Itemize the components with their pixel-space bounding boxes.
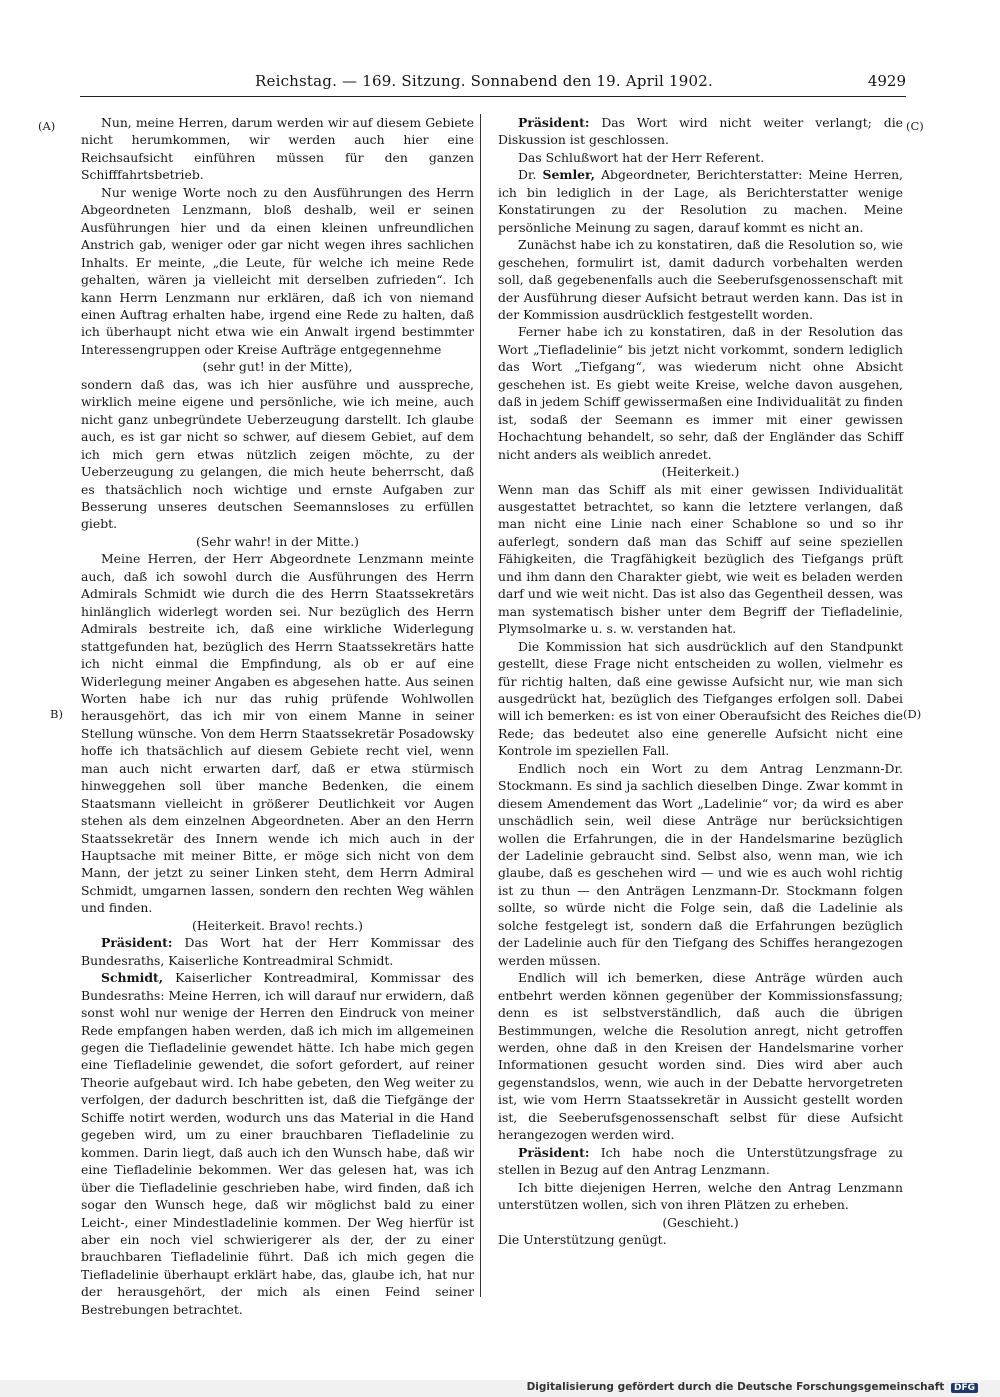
paragraph: Endlich will ich bemerken, diese Anträge würden auch entbehrt werden können gegenüber der Kommissionsfassung; denn es ist selbstverständlich, daß auch die übrigen Bestimmungen, welche die Resolution anregt, nicht getroffen werden, ohne daß in den Kreisen der Handelsmarine vorher Informationen gesucht worden sind. Dies wird aber auch gegenstandslos, wenn, wie auch in der Debatte hervorgetreten ist, wie vom Herrn Staatssekretär in Aussicht gestellt worden ist, die Seeberufsgenossenschaft selbst für diese Aufsicht herangezogen werden wird. [498, 970, 903, 1143]
margin-marker-d: (D) [903, 707, 922, 721]
speech-paragraph [81, 934, 474, 969]
speaker-name: Präsident: [518, 1144, 590, 1160]
paragraph: Zunächst habe ich zu konstatiren, daß die Resolution so, wie geschehen, formulirt ist, damit dadurch vorbehalten werden soll, daß gegebenenfalls auch die Seeberufsgenossenschaft mit der Ausführung dieser Aufsicht betraut werden kann. Das ist in der Kommission ausdrücklich festgestellt worden. [498, 237, 903, 322]
speaker-name: Präsident: [518, 115, 590, 130]
speaker-name: Präsident: [101, 935, 173, 951]
speech-paragraph [498, 1144, 903, 1179]
speech-paragraph [498, 114, 903, 149]
speech-text: Abgeordneter, Berichterstatter: Meine Herren, ich bin lediglich in der Lage, als Berichterstatter wenige Konstatirungen zu der Resolution zu machen. Meine persönliche Meinung zu sagen, darauf kommt es nicht an. [498, 167, 903, 235]
interjection: (Heiterkeit. Bravo! rechts.) [192, 917, 363, 933]
interjection: (Sehr wahr! in der Mitte.) [195, 533, 360, 549]
speaker-name: Schmidt, [101, 970, 164, 986]
right-column [498, 114, 903, 1248]
left-column [81, 114, 474, 1318]
footer-credit-text: Digitalisierung gefördert durch die Deutsche Forschungsgemeinschaft [526, 1381, 945, 1393]
paragraph: Die Kommission hat sich ausdrücklich auf den Standpunkt gestellt, diese Frage nicht entscheiden zu wollen, vielmehr es für richtig halten, daß eine gewisse Aufsicht nur, wie man sich ausgedrückt hat, bezüglich des Tiefganges erfolgen soll. Dabei will ich bemerken: es ist von einer Oberaufsicht des Reiches die Rede; das bedeutet also eine generelle Aufsicht nicht eine Kontrole im speziellen Fall. [498, 638, 903, 759]
margin-marker-a: (A) [38, 119, 56, 133]
paragraph: Nun, meine Herren, darum werden wir auf diesem Gebiete nicht herumkommen, wir werden auch hier eine Reichsaufsicht einführen müssen für den ganzen Schifffahrtsbetrieb. [81, 115, 474, 183]
interjection: (Heiterkeit.) [661, 464, 740, 480]
paragraph: sondern daß das, was ich hier ausführe und ausspreche, wirklich meine eigene und persönliche, wie ich meine, auch nicht ganz unbegründete Ueberzeugung darstellt. Ich glaube auch, es ist gar nicht so schwer, auf diesem Gebiet, auf dem ich mich gern etwas nützlich zeigen möchte, zu der Ueberzeugung zu gelangen, die mich heute beherrscht, daß es thatsächlich noch wichtige und ernste Aufgaben zur Besserung unseres deutschen Seemannsloses zu erfüllen giebt. [81, 376, 474, 532]
speaker-title: Dr. [518, 167, 543, 183]
paragraph: Meine Herren, der Herr Abgeordnete Lenzmann meinte auch, daß ich sowohl durch die Ausführungen des Herrn Admirals Schmidt wie durch die des Herrn Staatssekretärs hinlänglich widerlegt worden sei. Nur bezüglich des Herrn Admirals bestreite ich, daß eine wirkliche Widerlegung stattgefunden hat, bezüglich des Herrn Staatssekretärs hatte ich nicht einmal die Empfindung, als ob er auf eine Widerlegung meiner Angaben es abgesehen hatte. Aus seinen Worten habe ich nur das ruhig prüfende Wohlwollen herausgehört, das ich mir von einem Manne in seiner Stellung wünsche. Von dem Herrn Staatssekretär Posadowsky hoffe ich thatsächlich auf diesem Gebiete recht viel, wenn man auch nicht erwarten darf, daß er etwa stürmisch hinweggehen soll über manche Bedenken, die einem Staatsmann vielleicht in größerer Deutlichkeit vor Augen stehen als dem einzelnen Abgeordneten. Aber an den Herrn Staatssekretär des Innern wende ich mich auch in der Hauptsache mit meiner Bitte, er möge sich nicht von dem Mann, der jetzt zu seiner Linken steht, dem Herrn Admiral Schmidt, umgarnen lassen, sondern den rechten Weg wählen und finden. [81, 551, 474, 916]
speech-text: Ich habe noch die Unterstützungsfrage zu stellen in Bezug auf den Antrag Lenzmann. [498, 1144, 903, 1178]
dfg-logo: DFG [951, 1383, 978, 1393]
page-number: 4929 [867, 72, 906, 90]
speech-text: Das Wort hat der Herr Kommissar des Bundesraths, Kaiserliche Kontreadmiral Schmidt. [81, 935, 474, 968]
footer-credit [527, 1381, 978, 1393]
margin-marker-c: (C) [906, 119, 924, 133]
paragraph: Ich bitte diejenigen Herren, welche den Antrag Lenzmann unterstützen wollen, sich von ihren Plätzen zu erheben. [498, 1179, 903, 1213]
interjection: (sehr gut! in der Mitte), [202, 359, 353, 375]
speaker-name: Semler, [542, 167, 595, 183]
paragraph: Ferner habe ich zu konstatiren, daß in der Resolution das Wort „Tiefladelinie“ bis jetzt nicht vorkommt, sondern lediglich das Wort „Tiefgang“, was wiederum nicht ohne Absicht geschehen ist. Es giebt weite Kreise, welche davon ausgehen, daß in jedem Schiff gewissermaßen eine Individualität zu finden ist, sodaß der Seemann es immer mit einer gewissen Hochachtung behandelt, so sehr, daß der Engländer das Schiff nicht anders als weiblich anredet. [498, 324, 903, 462]
margin-marker-b: B) [50, 707, 63, 721]
paragraph: Nur wenige Worte noch zu den Ausführungen des Herrn Abgeordneten Lenzmann, bloß deshalb, weil er seinen Ausführungen hier und da einen kleinen unfreundlichen Anstrich gab, weniger oder gar nicht wegen ihres sachlichen Inhalts. Er meinte, „die Leute, für welche ich meine Rede gehalten, wären ja vielleicht mit derselben zufrieden“. Ich kann Herrn Lenzmann nur erklären, daß ich von niemand einen Auftrag erhalten habe, irgend eine Rede zu halten, daß ich überhaupt nicht etwa wie ein Anwalt irgend bestimmter Interessengruppen oder Kreise Aufträge entgegennehme [81, 184, 474, 357]
speech-text: Das Wort wird nicht weiter verlangt; die Diskussion ist geschlossen. [498, 115, 903, 148]
speech-paragraph [498, 166, 903, 236]
speech-paragraph [81, 969, 474, 1318]
paragraph: Endlich noch ein Wort zu dem Antrag Lenzmann-Dr. Stockmann. Es sind ja sachlich dieselben Dinge. Zwar kommt in diesem Amendement das Wort „Ladelinie“ vor; da wird es aber unschädlich sein, weil diese Anträge nur berücksichtigen wollen die Erfahrungen, die in der Handelsmarine bezüglich der Ladelinie gebraucht sind. Selbst also, wenn man, wie ich glaube, daß es geschehen wird — und wie es auch wohl richtig ist zu thun — den Anträgen Lenzmann-Dr. Stockmann folgen sollte, so würde nicht die Folge sein, daß die Ladelinie als solche festgelegt ist, sondern daß die Erfahrungen bezüglich der Ladelinie auch für den Tiefgang des Schiffes herangezogen werden müssen. [498, 760, 903, 968]
interjection: (Geschieht.) [662, 1214, 739, 1230]
running-header [80, 72, 906, 97]
column-divider [480, 114, 481, 1297]
paragraph: Wenn man das Schiff als mit einer gewissen Individualität ausgestattet betrachtet, so kann die letztere verlangen, daß man nicht eine Linie nach einer Schablone so und so ihr auferlegt, sondern daß man das Schiff auf seine speziellen Fähigkeiten, die Tragfähigkeit bezüglich des Tiefgangs prüft und ihm dann den Charakter giebt, wie weit es beladen werden darf und wie weit nicht. Das ist also das Gegentheil dessen, was man systematisch bisher unter dem Begriff der Tiefladelinie, Plymsolmarke u. s. w. verstanden hat. [498, 481, 903, 637]
paragraph: Die Unterstützung genügt. [498, 1232, 667, 1247]
paragraph: Das Schlußwort hat der Herr Referent. [518, 149, 765, 165]
header-title: Reichstag. — 169. Sitzung. Sonnabend den 19. April 1902. [255, 72, 713, 90]
speech-text: Kaiserlicher Kontreadmiral, Kommissar des Bundesraths: Meine Herren, ich will darauf nur erwidern, daß sonst wohl nur wenige der Herren den Eindruck von meiner Rede empfangen haben werden, daß ich mich im allgemeinen gegen die Tiefladelinie gewendet hätte. Ich habe mich gegen eine Tiefladelinie gewendet, die sofort gefordert, auf reiner Theorie aufgebaut wird. Ich habe gebeten, den Weg weiter zu verfolgen, der dadurch beschritten ist, daß die Tiefgänge der Schiffe notirt werden, wodurch uns das Material in die Hand gegeben wird, um zu einer brauchbaren Tiefladelinie zu kommen. Darin liegt, daß auch ich den Wunsch habe, daß wir eine Tiefladelinie bekommen. Wer das gelesen hat, was ich über die Tiefladelinie geschrieben habe, wird finden, daß ich sogar den Wunsch hege, daß wir möglichst bald zu einer Leicht-, einer Mindestladelinie kommen. Der Weg hierfür ist aber ein noch viel schwierigerer als der, der zu einer brauchbaren Tiefladelinie führt. Daß ich mich gegen die Tiefladelinie überhaupt erklärt habe, das, glaube ich, hat nur der herausgehört, der mich als einen Feind seiner Bestrebungen betrachtet. [81, 970, 474, 1317]
